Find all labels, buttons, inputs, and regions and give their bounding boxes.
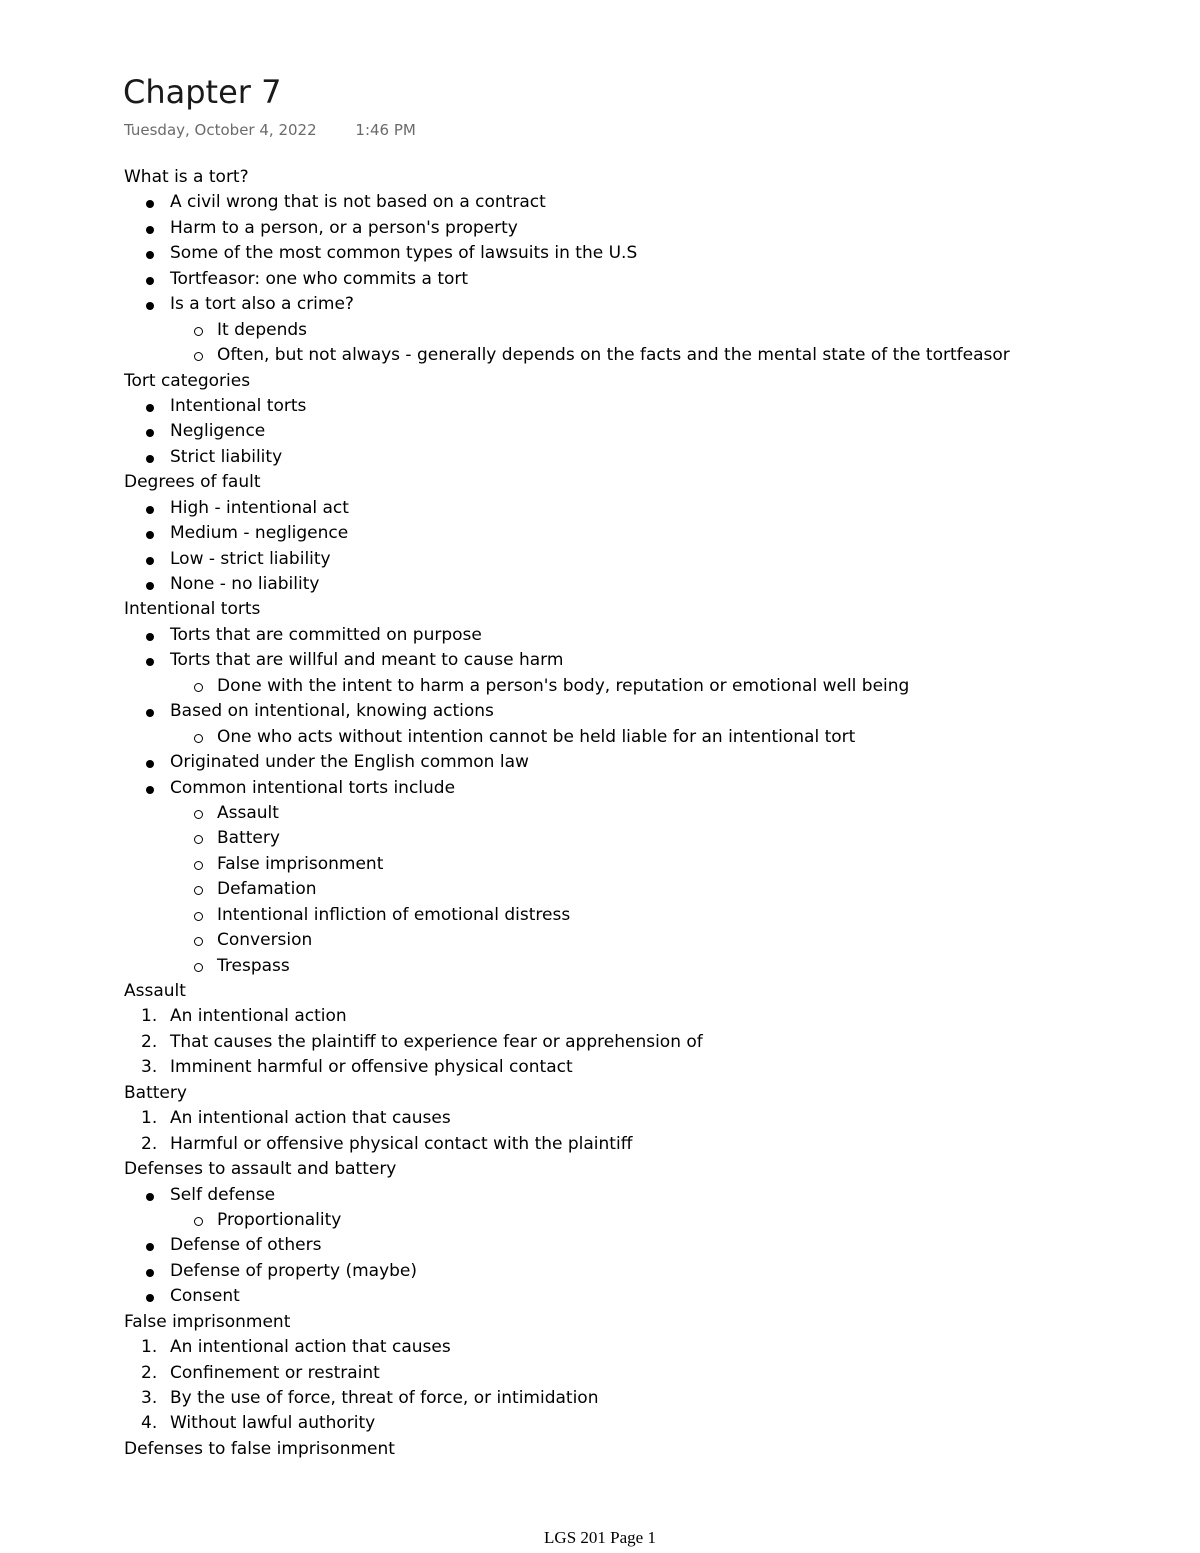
line-text: Harm to a person, or a person's property — [170, 217, 518, 238]
line-text: Defense of others — [170, 1235, 322, 1256]
list-item — [124, 1386, 1164, 1411]
line-text: Assault — [217, 802, 279, 823]
sub-bullet-icon — [194, 912, 203, 921]
line-text: None - no liability — [170, 574, 320, 594]
line-text: Consent — [170, 1286, 240, 1307]
page-footer: LGS 201 Page 1 — [544, 1528, 656, 1547]
section-heading — [124, 165, 1164, 190]
list-item — [124, 1233, 1164, 1258]
line-text: Based on intentional, knowing actions — [170, 701, 494, 722]
list-item — [124, 1284, 1164, 1309]
line-text: It depends — [217, 319, 308, 340]
list-item — [124, 623, 1164, 648]
list-item — [124, 292, 1164, 317]
list-item — [124, 750, 1164, 775]
bullet-icon — [146, 633, 154, 641]
list-item — [124, 572, 1164, 597]
line-text: Imminent harmful or offensive physical contact — [170, 1057, 573, 1078]
note-body — [124, 165, 1164, 1462]
line-text: That causes the plaintiff to experience fear or apprehension of — [170, 1031, 703, 1052]
bullet-icon — [146, 302, 154, 310]
bullet-icon — [146, 760, 154, 768]
list-item — [124, 267, 1164, 292]
line-text: Defenses to assault and battery — [124, 1159, 397, 1180]
section-heading — [124, 1310, 1164, 1335]
sub-bullet-icon — [194, 835, 203, 844]
list-item — [124, 826, 1164, 851]
line-text: Torts that are willful and meant to cause harm — [170, 650, 564, 671]
line-text: One who acts without intention cannot be held liable for an intentional tort — [217, 726, 856, 747]
bullet-icon — [146, 226, 154, 234]
bullet-icon — [146, 1243, 154, 1251]
list-number: 4. — [141, 1413, 158, 1434]
line-text: An intentional action that causes — [170, 1108, 451, 1129]
list-item — [124, 1183, 1164, 1208]
section-heading — [124, 1157, 1164, 1182]
list-item — [124, 521, 1164, 546]
line-text: An intentional action — [170, 1006, 347, 1027]
list-number: 3. — [141, 1388, 158, 1408]
sub-bullet-icon — [194, 886, 203, 895]
sub-bullet-icon — [194, 861, 203, 870]
line-text: High - intentional act — [170, 497, 349, 518]
list-item — [124, 547, 1164, 572]
bullet-icon — [146, 1269, 154, 1277]
section-heading — [124, 1081, 1164, 1106]
bullet-icon — [146, 658, 154, 666]
line-text: Medium - negligence — [170, 523, 349, 544]
line-text: Tortfeasor: one who commits a tort — [170, 268, 469, 289]
list-item — [124, 725, 1164, 750]
note-metadata — [124, 120, 416, 140]
list-number: 1. — [141, 1337, 158, 1358]
line-text: Often, but not always - generally depends on the facts and the mental state of the tortfeasor — [217, 345, 1010, 366]
line-text: Assault — [124, 981, 186, 1001]
line-text: Defamation — [217, 879, 317, 900]
bullet-icon — [146, 1193, 154, 1201]
list-item — [124, 496, 1164, 521]
line-text: Low - strict liability — [170, 548, 331, 569]
sub-bullet-icon — [194, 937, 203, 946]
list-item — [124, 877, 1164, 902]
list-item — [124, 1208, 1164, 1233]
line-text: Without lawful authority — [170, 1413, 376, 1434]
bullet-icon — [146, 582, 154, 590]
sub-bullet-icon — [194, 963, 203, 972]
list-item — [124, 190, 1164, 215]
section-heading — [124, 979, 1164, 1004]
note-time: 1:46 PM — [355, 121, 416, 139]
list-item — [124, 1361, 1164, 1386]
section-heading — [124, 369, 1164, 394]
list-number: 1. — [141, 1006, 158, 1027]
line-text: An intentional action that causes — [170, 1337, 451, 1358]
list-number: 2. — [141, 1031, 158, 1052]
list-number: 1. — [141, 1108, 158, 1129]
list-item — [124, 394, 1164, 419]
list-item — [124, 852, 1164, 877]
line-text: Battery — [217, 828, 280, 849]
line-text: False imprisonment — [124, 1311, 291, 1332]
sub-bullet-icon — [194, 1217, 203, 1226]
sub-bullet-icon — [194, 352, 203, 361]
line-text: Proportionality — [217, 1209, 342, 1230]
line-text: Battery — [124, 1082, 187, 1103]
line-text: Harmful or offensive physical contact with the plaintiff — [170, 1133, 633, 1154]
list-item — [124, 343, 1164, 368]
line-text: Negligence — [170, 421, 266, 442]
page-title: Chapter 7 — [123, 73, 282, 111]
section-heading — [124, 470, 1164, 495]
line-text: Confinement or restraint — [170, 1362, 380, 1383]
list-number: 2. — [141, 1133, 158, 1154]
list-item — [124, 903, 1164, 928]
line-text: Intentional torts — [170, 395, 307, 416]
list-item — [124, 1055, 1164, 1080]
bullet-icon — [146, 709, 154, 717]
line-text: Degrees of fault — [124, 472, 261, 493]
sub-bullet-icon — [194, 327, 203, 336]
list-item — [124, 699, 1164, 724]
line-text: Defense of property (maybe) — [170, 1260, 418, 1281]
line-text: Defenses to false imprisonment — [124, 1438, 395, 1459]
list-item — [124, 1259, 1164, 1284]
line-text: Originated under the English common law — [170, 752, 529, 773]
line-text: Intentional infliction of emotional distress — [217, 904, 571, 925]
sub-bullet-icon — [194, 734, 203, 743]
list-item — [124, 648, 1164, 673]
list-item — [124, 954, 1164, 979]
list-item — [124, 776, 1164, 801]
list-item — [124, 1335, 1164, 1360]
bullet-icon — [146, 404, 154, 412]
list-item — [124, 419, 1164, 444]
bullet-icon — [146, 506, 154, 514]
list-number: 2. — [141, 1362, 158, 1383]
list-item — [124, 1132, 1164, 1157]
list-item — [124, 216, 1164, 241]
list-item — [124, 801, 1164, 826]
list-item — [124, 1030, 1164, 1055]
line-text: Common intentional torts include — [170, 777, 456, 798]
list-item — [124, 674, 1164, 699]
bullet-icon — [146, 200, 154, 208]
bullet-icon — [146, 557, 154, 565]
note-date: Tuesday, October 4, 2022 — [124, 121, 317, 139]
line-text: Strict liability — [170, 446, 283, 467]
bullet-icon — [146, 455, 154, 463]
line-text: Torts that are committed on purpose — [170, 624, 482, 645]
bullet-icon — [146, 786, 154, 794]
section-heading — [124, 1437, 1164, 1462]
list-item — [124, 1411, 1164, 1436]
list-item — [124, 1004, 1164, 1029]
line-text: Is a tort also a crime? — [170, 294, 354, 315]
bullet-icon — [146, 251, 154, 259]
sub-bullet-icon — [194, 683, 203, 692]
bullet-icon — [146, 429, 154, 437]
line-text: Tort categories — [124, 370, 251, 391]
bullet-icon — [146, 1294, 154, 1302]
bullet-icon — [146, 277, 154, 285]
section-heading — [124, 597, 1164, 622]
line-text: Conversion — [217, 930, 313, 951]
list-item — [124, 1106, 1164, 1131]
list-item — [124, 928, 1164, 953]
list-item — [124, 445, 1164, 470]
list-item — [124, 318, 1164, 343]
list-number: 3. — [141, 1057, 158, 1078]
line-text: Done with the intent to harm a person's body, reputation or emotional well being — [217, 675, 910, 696]
line-text: Some of the most common types of lawsuits in the U.S — [170, 243, 638, 264]
line-text: Intentional torts — [124, 599, 261, 620]
line-text: What is a tort? — [124, 167, 249, 187]
line-text: Self defense — [170, 1184, 276, 1205]
line-text: A civil wrong that is not based on a contract — [170, 192, 546, 213]
line-text: Trespass — [217, 955, 290, 976]
bullet-icon — [146, 531, 154, 539]
line-text: False imprisonment — [217, 853, 384, 874]
list-item — [124, 241, 1164, 266]
line-text: By the use of force, threat of force, or intimidation — [170, 1388, 599, 1408]
sub-bullet-icon — [194, 810, 203, 819]
